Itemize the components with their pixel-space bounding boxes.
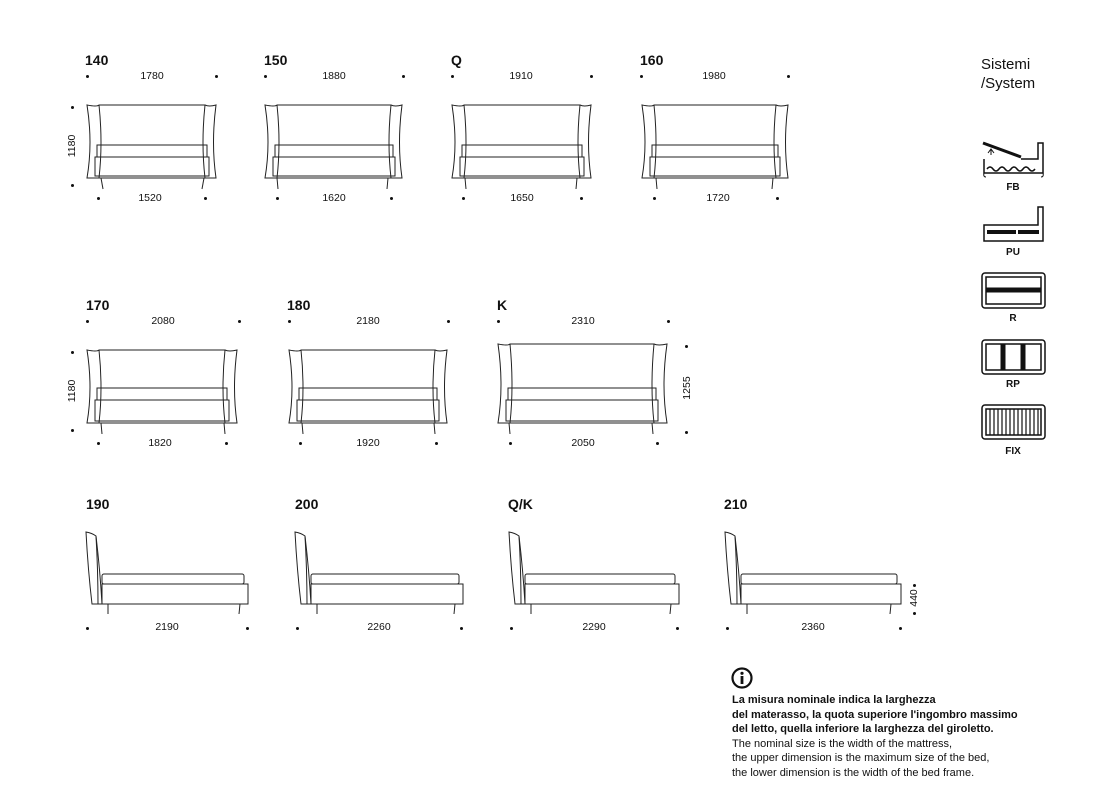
dim-dot	[667, 320, 670, 323]
dim-dot	[899, 627, 902, 630]
dim-dot	[71, 351, 74, 354]
dim-dot	[776, 197, 779, 200]
dim-dot	[913, 612, 916, 615]
dim-dot	[451, 75, 454, 78]
size-qk-length-dim: 2290	[582, 621, 606, 633]
dim-dot	[390, 197, 393, 200]
bed-front-150-drawing	[263, 103, 406, 188]
dim-dot	[435, 442, 438, 445]
bed-side-qk-drawing	[507, 530, 683, 616]
bed-front-k-drawing	[496, 342, 672, 434]
size-210-length-dim: 2360	[801, 621, 825, 633]
size-140-top-dim: 1780	[140, 70, 164, 82]
bed-side-190-drawing	[84, 530, 252, 616]
size-170-bottom-dim: 1820	[148, 437, 172, 449]
bed-front-q-drawing	[450, 103, 595, 188]
dim-dot	[580, 197, 583, 200]
size-200-length-dim: 2260	[367, 621, 391, 633]
row-1-height-dim: 1180	[66, 134, 78, 158]
systems-title	[981, 55, 1035, 93]
slatted-base-icon	[981, 272, 1047, 310]
dim-dot	[656, 442, 659, 445]
dim-dot	[71, 184, 74, 187]
adjustable-slat-icon	[981, 339, 1047, 375]
size-180-top-dim: 2180	[356, 315, 380, 327]
size-170-label: 170	[86, 297, 110, 313]
single-slat-bed-icon	[981, 205, 1047, 245]
dim-dot	[71, 429, 74, 432]
size-k-top-dim: 2310	[571, 315, 595, 327]
note-it-line-3: del letto, quella inferiore la larghezza del giroletto.	[732, 723, 994, 736]
dim-dot	[590, 75, 593, 78]
dim-dot	[653, 197, 656, 200]
dim-dot	[296, 627, 299, 630]
info-icon	[731, 667, 755, 691]
dimension-note	[732, 693, 1062, 781]
systems-title-en: /System	[981, 75, 1036, 92]
dim-dot	[462, 197, 465, 200]
note-en-line-1: The nominal size is the width of the mattress,	[732, 737, 953, 750]
dim-dot	[685, 431, 688, 434]
systems-title-it: Sistemi	[981, 56, 1031, 73]
dim-dot	[497, 320, 500, 323]
bed-side-210-drawing	[723, 530, 905, 616]
size-qk-label: Q/K	[508, 496, 533, 512]
size-k-label: K	[497, 297, 508, 313]
bed-front-160-drawing	[640, 103, 792, 188]
size-170-top-dim: 2080	[151, 315, 175, 327]
dim-dot	[204, 197, 207, 200]
dim-dot	[86, 75, 89, 78]
size-140-label: 140	[85, 52, 109, 68]
size-q-top-dim: 1910	[509, 70, 533, 82]
bed-side-200-drawing	[293, 530, 467, 616]
dim-dot	[685, 345, 688, 348]
note-it-line-1: La misura nominale indica la larghezza	[732, 694, 936, 706]
size-q-bottom-dim: 1650	[510, 192, 534, 204]
row-3-height-dim: 440	[908, 589, 920, 607]
dim-dot	[447, 320, 450, 323]
dim-dot	[460, 627, 463, 630]
dim-dot	[299, 442, 302, 445]
size-150-label: 150	[264, 52, 288, 68]
fixed-slat-icon	[981, 404, 1047, 441]
dim-dot	[246, 627, 249, 630]
dim-dot	[726, 627, 729, 630]
size-190-length-dim: 2190	[155, 621, 179, 633]
dim-dot	[402, 75, 405, 78]
size-210-label: 210	[724, 496, 748, 512]
system-rp-label: RP	[1006, 379, 1020, 390]
row-2-height-dim-left: 1180	[66, 379, 78, 403]
note-it-line-2: del materasso, la quota superiore l'ingombro massimo	[732, 708, 1018, 721]
system-fix-label: FIX	[1005, 446, 1021, 457]
dim-dot	[676, 627, 679, 630]
size-160-top-dim: 1980	[702, 70, 726, 82]
dim-dot	[238, 320, 241, 323]
dim-dot	[276, 197, 279, 200]
dim-dot	[97, 197, 100, 200]
dim-dot	[787, 75, 790, 78]
dim-dot	[264, 75, 267, 78]
size-180-label: 180	[287, 297, 311, 313]
size-q-label: Q	[451, 52, 462, 68]
row-2-height-dim-right: 1255	[681, 376, 693, 400]
note-en-line-3: the lower dimension is the width of the bed frame.	[732, 766, 975, 779]
size-140-bottom-dim: 1520	[138, 192, 162, 204]
size-200-label: 200	[295, 496, 319, 512]
dim-dot	[71, 106, 74, 109]
size-160-label: 160	[640, 52, 664, 68]
size-150-bottom-dim: 1620	[322, 192, 346, 204]
dim-dot	[86, 627, 89, 630]
bed-front-170-drawing	[85, 348, 242, 433]
size-160-bottom-dim: 1720	[706, 192, 730, 204]
dim-dot	[510, 627, 513, 630]
dim-dot	[225, 442, 228, 445]
size-k-bottom-dim: 2050	[571, 437, 595, 449]
dim-dot	[509, 442, 512, 445]
storage-bed-icon	[981, 137, 1047, 179]
bed-front-140-drawing	[85, 103, 220, 188]
system-fb-label: FB	[1006, 182, 1020, 193]
dim-dot	[97, 442, 100, 445]
note-en-line-2: the upper dimension is the maximum size of the bed,	[732, 752, 990, 765]
system-pu-label: PU	[1006, 247, 1020, 258]
system-r-label: R	[1009, 313, 1017, 324]
dim-dot	[86, 320, 89, 323]
size-190-label: 190	[86, 496, 110, 512]
bed-front-180-drawing	[287, 348, 452, 433]
size-150-top-dim: 1880	[322, 70, 346, 82]
size-180-bottom-dim: 1920	[356, 437, 380, 449]
dim-dot	[215, 75, 218, 78]
dim-dot	[640, 75, 643, 78]
dim-dot	[288, 320, 291, 323]
